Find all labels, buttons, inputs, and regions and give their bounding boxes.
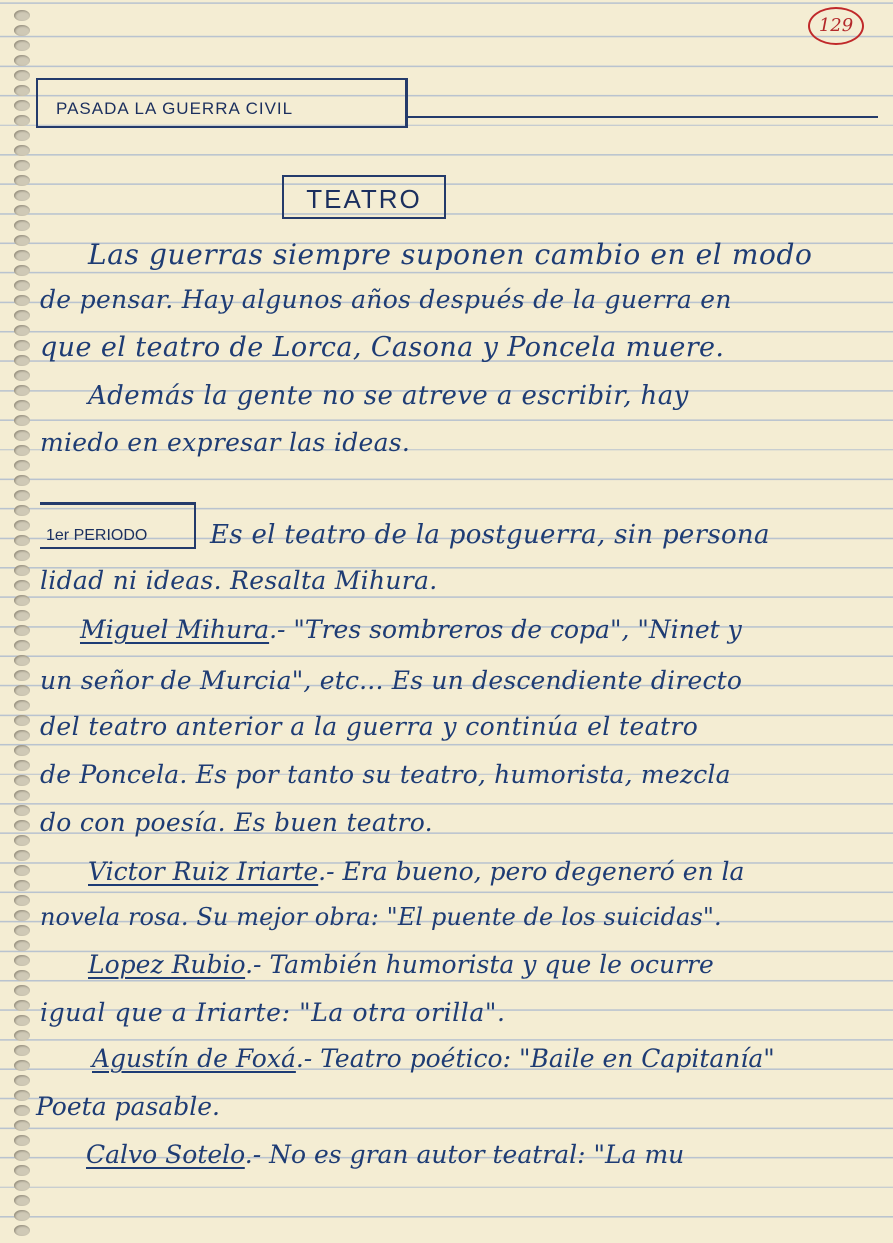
intro-line: miedo en expresar las ideas. xyxy=(40,428,411,457)
binder-hole xyxy=(14,415,30,426)
binder-hole xyxy=(14,550,30,561)
header-rule xyxy=(408,116,878,118)
binder-hole xyxy=(14,775,30,786)
intro-line: que el teatro de Lorca, Casona y Poncela muere. xyxy=(40,332,725,363)
binder-hole xyxy=(14,25,30,36)
binder-hole xyxy=(14,610,30,621)
binder-hole xyxy=(14,790,30,801)
binder-hole xyxy=(14,55,30,66)
binder-hole xyxy=(14,445,30,456)
binder-hole xyxy=(14,985,30,996)
author-name: Victor Ruiz Iriarte xyxy=(88,857,319,886)
binder-hole xyxy=(14,310,30,321)
binder-hole xyxy=(14,340,30,351)
binder-hole xyxy=(14,1015,30,1026)
binder-hole xyxy=(14,145,30,156)
binder-hole xyxy=(14,730,30,741)
binder-hole xyxy=(14,100,30,111)
author-entry xyxy=(88,857,744,886)
binder-hole xyxy=(14,235,30,246)
binder-hole xyxy=(14,745,30,756)
binder-hole xyxy=(14,715,30,726)
binder-hole xyxy=(14,220,30,231)
binder-hole xyxy=(14,175,30,186)
binder-hole xyxy=(14,580,30,591)
author-entry xyxy=(88,950,714,979)
binder-hole xyxy=(14,595,30,606)
binder-hole xyxy=(14,115,30,126)
author-line: igual que a Iriarte: "La otra orilla". xyxy=(40,998,506,1027)
binder-hole xyxy=(14,1210,30,1221)
binder-hole xyxy=(14,685,30,696)
period-label: 1er PERIODO xyxy=(40,503,196,549)
binder-hole xyxy=(14,820,30,831)
author-entry xyxy=(80,615,742,644)
binder-hole xyxy=(14,760,30,771)
author-line: do con poesía. Es buen teatro. xyxy=(40,808,433,837)
binder-hole xyxy=(14,910,30,921)
binder-hole xyxy=(14,1090,30,1101)
binder-hole xyxy=(14,1045,30,1056)
intro-line: Además la gente no se atreve a escribir, hay xyxy=(88,381,689,411)
binder-hole xyxy=(14,400,30,411)
binder-hole xyxy=(14,670,30,681)
binder-hole xyxy=(14,70,30,81)
binder-hole xyxy=(14,325,30,336)
binder-hole xyxy=(14,835,30,846)
binder-hole xyxy=(14,1105,30,1116)
author-line: de Poncela. Es por tanto su teatro, humorista, mezcla xyxy=(40,760,731,789)
binder-hole xyxy=(14,250,30,261)
binder-hole xyxy=(14,805,30,816)
binder-hole xyxy=(14,1165,30,1176)
binder-hole xyxy=(14,1180,30,1191)
binder-hole xyxy=(14,1000,30,1011)
binder-hole xyxy=(14,355,30,366)
binder-hole xyxy=(14,160,30,171)
author-name: Lopez Rubio xyxy=(88,950,246,979)
binder-hole xyxy=(14,1135,30,1146)
binder-hole xyxy=(14,880,30,891)
binder-hole xyxy=(14,430,30,441)
author-name: Agustín de Foxá xyxy=(92,1044,296,1073)
binder-hole xyxy=(14,625,30,636)
binder-hole xyxy=(14,970,30,981)
author-text: .- También humorista y que le ocurre xyxy=(245,950,714,979)
binder-hole xyxy=(14,895,30,906)
binder-hole xyxy=(14,1225,30,1236)
author-text: .- Teatro poético: "Baile en Capitanía" xyxy=(295,1044,775,1073)
binder-hole xyxy=(14,190,30,201)
binder-hole xyxy=(14,1060,30,1071)
author-line: un señor de Murcia", etc... Es un descendiente directo xyxy=(40,666,743,695)
author-line: Poeta pasable. xyxy=(36,1092,220,1121)
author-name: Miguel Mihura xyxy=(80,615,270,644)
binder-hole xyxy=(14,205,30,216)
author-name: Calvo Sotelo xyxy=(86,1140,245,1169)
binder-hole xyxy=(14,1120,30,1131)
page-number: 129 xyxy=(808,7,864,45)
binder-hole xyxy=(14,280,30,291)
binder-hole xyxy=(14,295,30,306)
binder-hole xyxy=(14,925,30,936)
binder-hole xyxy=(14,130,30,141)
period-line: Es el teatro de la postguerra, sin persona xyxy=(210,520,770,550)
binder-hole xyxy=(14,490,30,501)
binder-hole xyxy=(14,940,30,951)
binder-hole xyxy=(14,475,30,486)
binder-hole xyxy=(14,265,30,276)
binder-hole xyxy=(14,370,30,381)
binder-hole xyxy=(14,865,30,876)
binder-hole xyxy=(14,1030,30,1041)
binder-hole xyxy=(14,505,30,516)
period-line: lidad ni ideas. Resalta Mihura. xyxy=(40,566,438,595)
author-entry xyxy=(86,1140,684,1169)
binder-holes xyxy=(14,10,36,1240)
binder-hole xyxy=(14,535,30,546)
binder-hole xyxy=(14,460,30,471)
binder-hole xyxy=(14,565,30,576)
author-text: .- "Tres sombreros de copa", "Ninet y xyxy=(269,615,742,644)
binder-hole xyxy=(14,850,30,861)
binder-hole xyxy=(14,385,30,396)
intro-line: de pensar. Hay algunos años después de la guerra en xyxy=(40,285,732,314)
binder-hole xyxy=(14,655,30,666)
binder-hole xyxy=(14,700,30,711)
binder-hole xyxy=(14,40,30,51)
binder-hole xyxy=(14,10,30,21)
page-title: TEATRO xyxy=(282,175,446,219)
binder-hole xyxy=(14,955,30,966)
intro-line: Las guerras siempre suponen cambio en el modo xyxy=(88,238,813,271)
binder-hole xyxy=(14,85,30,96)
binder-hole xyxy=(14,1195,30,1206)
binder-hole xyxy=(14,1075,30,1086)
author-text: .- No es gran autor teatral: "La mu xyxy=(244,1140,685,1169)
author-entry xyxy=(92,1044,775,1073)
binder-hole xyxy=(14,1150,30,1161)
author-line: del teatro anterior a la guerra y continúa el teatro xyxy=(40,712,699,741)
section-header: PASADA LA GUERRA CIVIL xyxy=(36,78,408,128)
author-line: novela rosa. Su mejor obra: "El puente de los suicidas". xyxy=(40,903,722,931)
binder-hole xyxy=(14,640,30,651)
author-text: .- Era bueno, pero degeneró en la xyxy=(318,857,745,886)
binder-hole xyxy=(14,520,30,531)
